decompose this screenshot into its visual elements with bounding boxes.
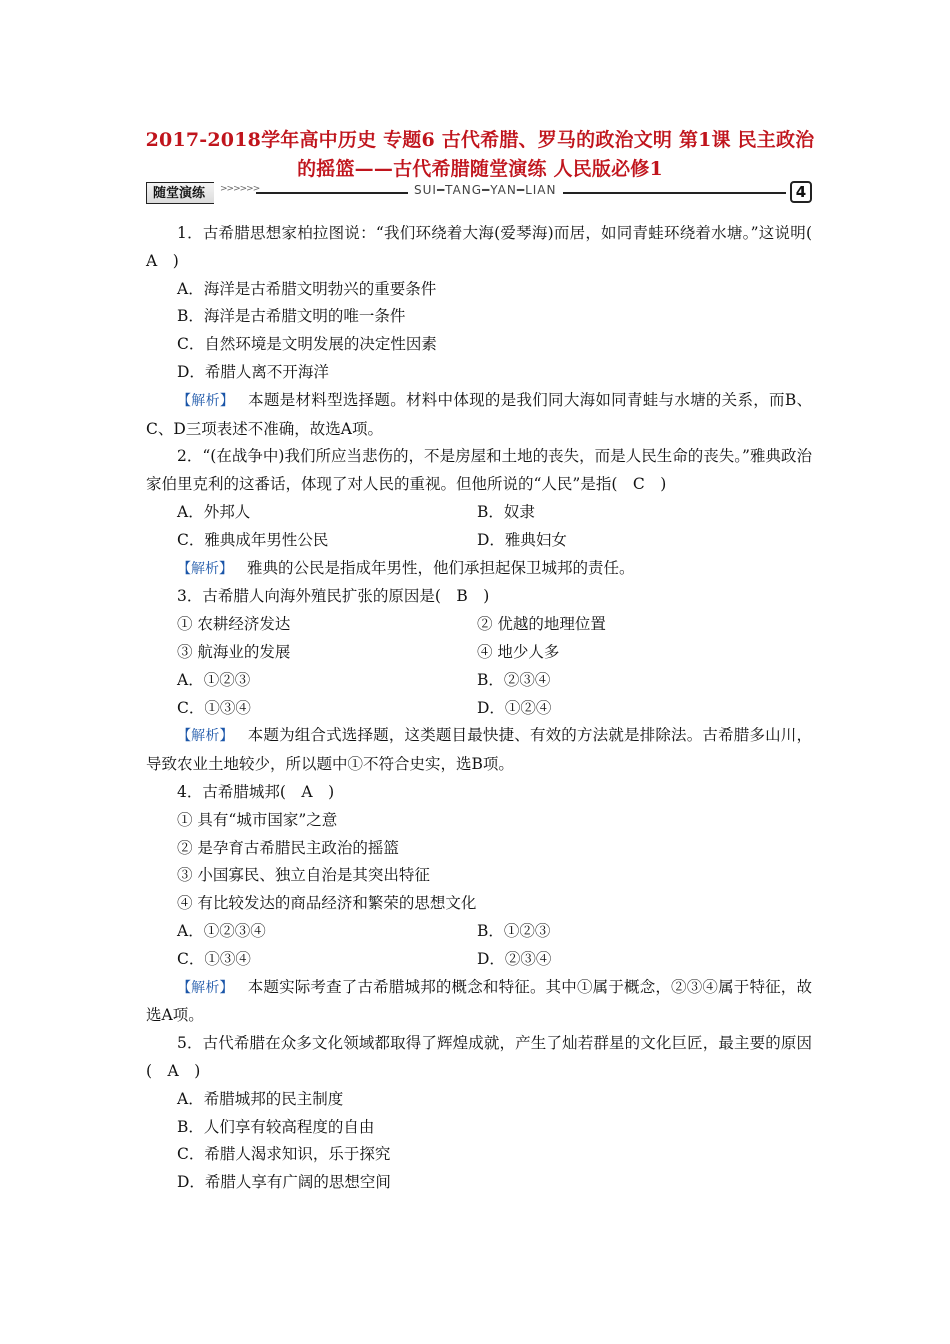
question-5-option-c: C．希腊人渴求知识，乐于探究 <box>177 1145 391 1164</box>
question-2-option-a: A．外邦人 <box>177 502 251 521</box>
question-1-stem: 1．古希腊思想家柏拉图说：“我们环绕着大海(爱琴海)而居，如同青蛙环绕着水塘。”这说明( A ) <box>146 224 828 270</box>
analysis-tag: 【解析】 <box>177 560 233 577</box>
question-4-item-3: ③ 小国寡民、独立自治是其突出特征 <box>177 866 430 885</box>
question-3-option-d: D．①②④ <box>477 698 552 717</box>
question-2-options-row-1 <box>146 499 812 527</box>
question-3-item-4: ④ 地少人多 <box>477 642 560 661</box>
question-4-item-4: ④ 有比较发达的商品经济和繁荣的思想文化 <box>177 894 477 913</box>
question-3-item-2: ② 优越的地理位置 <box>477 615 606 634</box>
question-2-option-d: D．雅典妇女 <box>477 530 567 549</box>
question-2-analysis <box>146 555 812 584</box>
question-3-item-1: ① 农耕经济发达 <box>177 615 291 634</box>
question-3-stem: 3．古希腊人向海外殖民扩张的原因是( B ) <box>177 587 490 606</box>
question-4-option-a: A．①②③④ <box>177 921 266 940</box>
document-title: 2017-2018学年高中历史 专题6 古代希腊、罗马的政治文明 第1课 民主政治的摇篮——古代希腊随堂演练 人民版必修1 <box>145 129 815 180</box>
question-4-stem: 4．古希腊城邦( A ) <box>177 782 335 801</box>
banner-arrows: >>>>>> <box>220 184 260 194</box>
analysis-text: 本题是材料型选择题。材料中体现的是我们同大海如同青蛙与水塘的关系，而B、C、D三项表述不准确，故选A项。 <box>146 390 812 438</box>
question-5-option-a: A．希腊城邦的民主制度 <box>177 1089 344 1108</box>
question-list <box>146 220 828 1197</box>
analysis-tag: 【解析】 <box>177 979 234 996</box>
question-3-items-row-2 <box>146 639 812 667</box>
question-1-option-d: D．希腊人离不开海洋 <box>177 362 329 381</box>
banner-pinyin: SUI━TANG━YAN━LIAN <box>408 183 563 197</box>
question-3-item-3: ③ 航海业的发展 <box>177 642 291 661</box>
question-3-analysis <box>146 722 812 779</box>
question-5-stem: 5．古代希腊在众多文化领域都取得了辉煌成就，产生了灿若群星的文化巨匠，最主要的原因( A ) <box>146 1034 812 1080</box>
question-1-option-b: B．海洋是古希腊文明的唯一条件 <box>177 307 406 326</box>
question-3-option-c: C．①③④ <box>177 698 251 717</box>
question-3-options-row-1 <box>146 667 812 695</box>
question-4-analysis <box>146 974 812 1031</box>
banner-number: 4 <box>790 181 812 203</box>
banner-label: 随堂演练 <box>146 182 214 204</box>
analysis-text: 本题为组合式选择题，这类题目最快捷、有效的方法就是排除法。古希腊多山川，导致农业土地较少，所以题中①不符合史实，选B项。 <box>146 726 812 774</box>
question-4-item-1: ① 具有“城市国家”之意 <box>177 810 338 829</box>
question-2-options-row-2 <box>146 527 812 555</box>
question-2-option-b: B．奴隶 <box>477 502 535 521</box>
analysis-text: 本题实际考查了古希腊城邦的概念和特征。其中①属于概念，②③④属于特征，故选A项。 <box>146 977 812 1025</box>
section-banner <box>146 180 812 206</box>
question-1-option-a: A．海洋是古希腊文明勃兴的重要条件 <box>177 279 437 298</box>
question-3-option-a: A．①②③ <box>177 670 251 689</box>
question-2-option-c: C．雅典成年男性公民 <box>177 530 329 549</box>
question-5-option-d: D．希腊人享有广阔的思想空间 <box>177 1173 391 1192</box>
question-1-analysis <box>146 387 812 444</box>
question-3-options-row-2 <box>146 695 812 723</box>
question-3-items-row-1 <box>146 611 812 639</box>
question-4-options-row-1 <box>146 918 812 946</box>
question-4-options-row-2 <box>146 946 812 974</box>
question-3-option-b: B．②③④ <box>477 670 551 689</box>
question-5-option-b: B．人们享有较高程度的自由 <box>177 1117 375 1136</box>
analysis-tag: 【解析】 <box>177 728 234 745</box>
question-4-item-2: ② 是孕育古希腊民主政治的摇篮 <box>177 838 399 857</box>
question-4-option-b: B．①②③ <box>477 921 551 940</box>
question-4-option-d: D．②③④ <box>477 949 552 968</box>
question-4-option-c: C．①③④ <box>177 949 251 968</box>
question-1-option-c: C．自然环境是文明发展的决定性因素 <box>177 335 437 354</box>
question-2-stem: 2．“(在战争中)我们所应当悲伤的，不是房屋和土地的丧失，而是人民生命的丧失。”雅典政治家伯里克利的这番话，体现了对人民的重视。但他所说的“人民”是指( C ) <box>146 447 812 494</box>
analysis-tag: 【解析】 <box>177 392 235 409</box>
analysis-text: 雅典的公民是指成年男性，他们承担起保卫城邦的责任。 <box>247 558 635 577</box>
